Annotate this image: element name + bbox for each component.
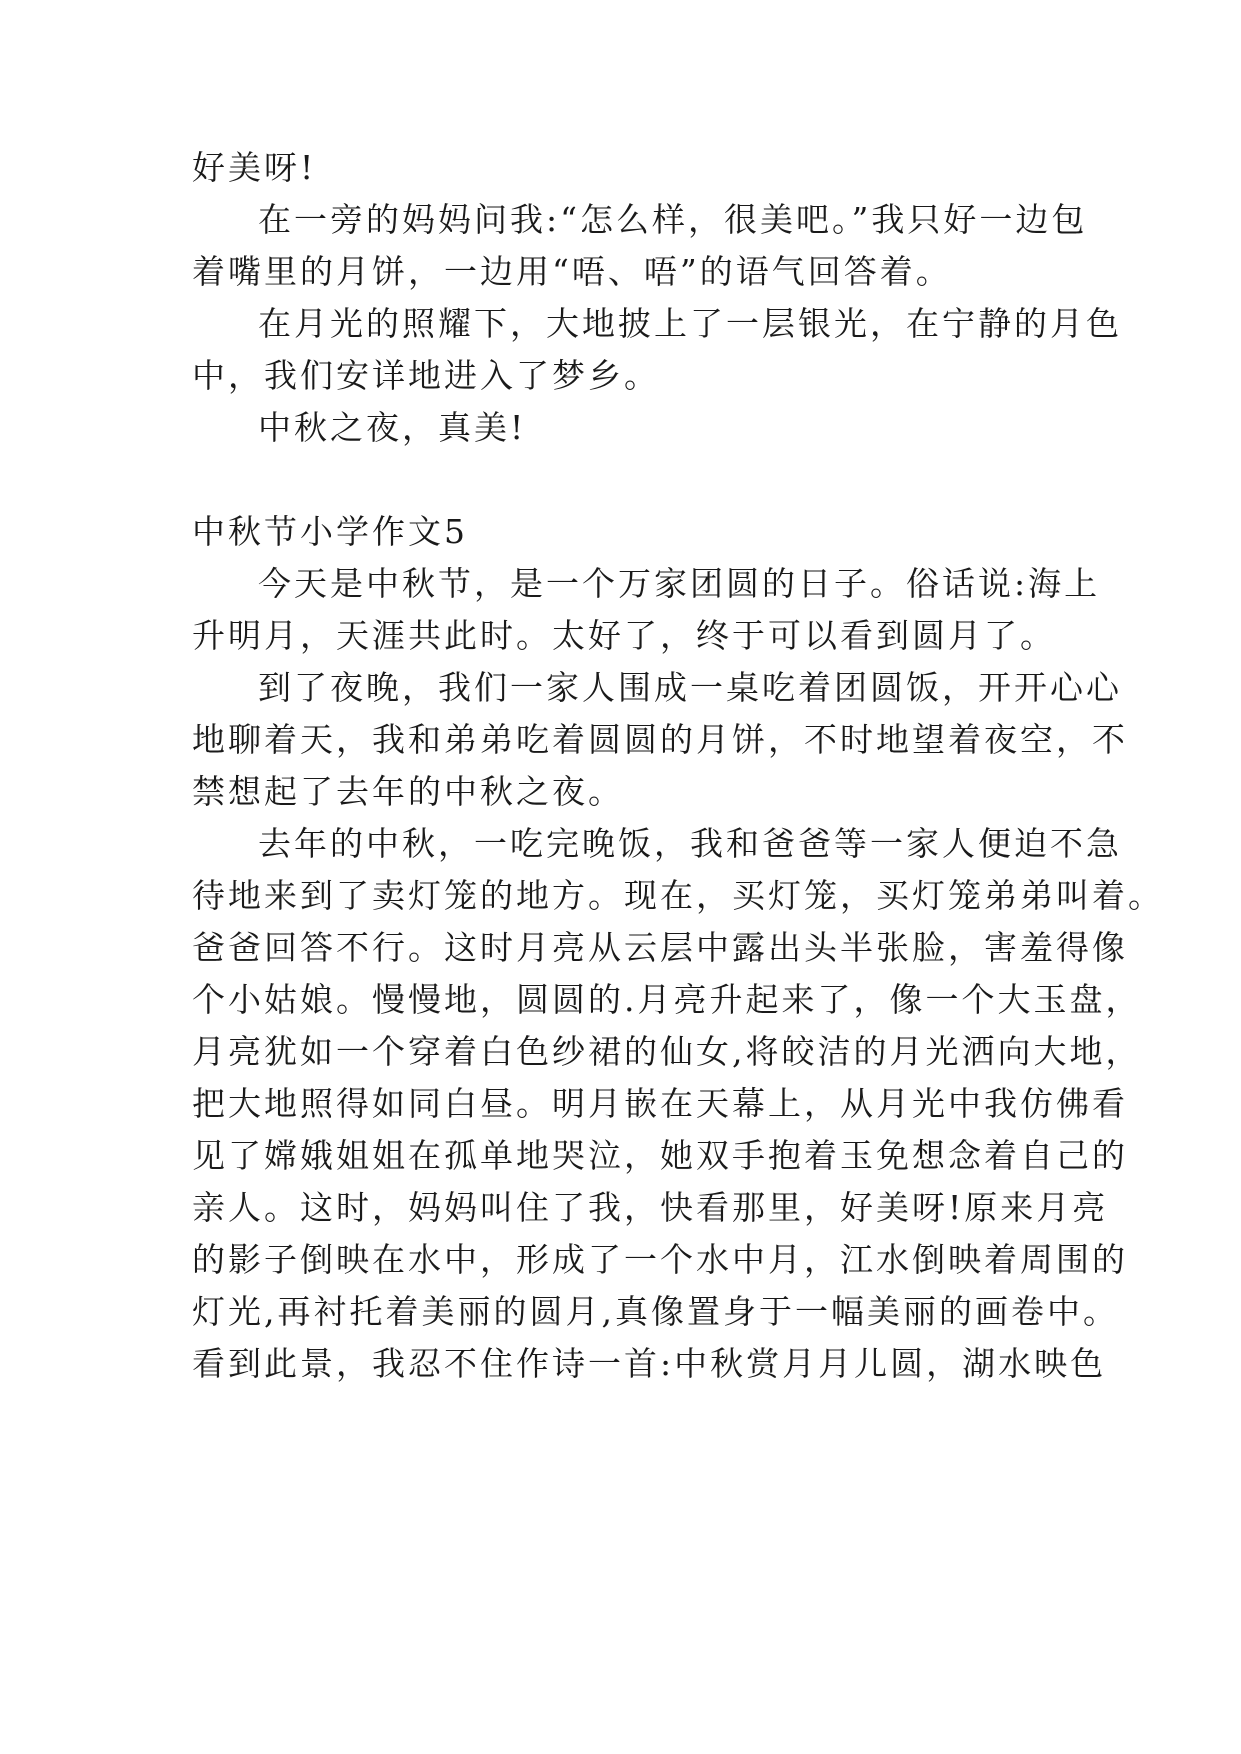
paragraph-line: 灯光,再衬托着美丽的圆月,真像置身于一幅美丽的画卷中。: [192, 1292, 1119, 1331]
paragraph-line: 中，我们安详地进入了梦乡。: [192, 356, 660, 395]
paragraph-line: 见了嫦娥姐姐在孤单地哭泣，她双手抱着玉免想念着自己的: [192, 1136, 1128, 1175]
paragraph-line: 月亮犹如一个穿着白色纱裙的仙女,将皎洁的月光洒向大地，: [192, 1032, 1142, 1071]
paragraph-line: 亲人。这时，妈妈叫住了我，快看那里，好美呀!原来月亮: [192, 1188, 1109, 1227]
paragraph-line: 到了夜晚，我们一家人围成一桌吃着团圆饭，开开心心: [258, 668, 1122, 707]
section-heading: 中秋节小学作文5: [192, 512, 468, 551]
paragraph-line: 的影子倒映在水中，形成了一个水中月，江水倒映着周围的: [192, 1240, 1128, 1279]
paragraph-line: 今天是中秋节，是一个万家团圆的日子。俗话说:海上: [258, 564, 1101, 603]
paragraph-line: 升明月，天涯共此时。太好了，终于可以看到圆月了。: [192, 616, 1056, 655]
paragraph-line: 待地来到了卖灯笼的地方。现在，买灯笼，买灯笼弟弟叫着。: [192, 876, 1164, 915]
paragraph-line: 着嘴里的月饼，一边用“唔、唔”的语气回答着。: [192, 252, 952, 291]
paragraph-line: 把大地照得如同白昼。明月嵌在天幕上，从月光中我仿佛看: [192, 1084, 1128, 1123]
paragraph-line: 地聊着天，我和弟弟吃着圆圆的月饼，不时地望着夜空，不: [192, 720, 1128, 759]
paragraph-line: 禁想起了去年的中秋之夜。: [192, 772, 624, 811]
paragraph-line: 在月光的照耀下，大地披上了一层银光，在宁静的月色: [258, 304, 1122, 343]
paragraph-line: 去年的中秋，一吃完晚饭，我和爸爸等一家人便迫不急: [258, 824, 1122, 863]
paragraph-line: 爸爸回答不行。这时月亮从云层中露出头半张脸，害羞得像: [192, 928, 1128, 967]
paragraph-line: 中秋之夜，真美!: [258, 408, 527, 447]
paragraph-line: 看到此景，我忍不住作诗一首:中秋赏月月儿圆，湖水映色: [192, 1344, 1107, 1383]
paragraph-line: 个小姑娘。慢慢地，圆圆的.月亮升起来了，像一个大玉盘，: [192, 980, 1142, 1019]
paragraph-line: 好美呀!: [192, 148, 317, 187]
paragraph-line: 在一旁的妈妈问我:“怎么样，很美吧。”我只好一边包: [258, 200, 1088, 239]
